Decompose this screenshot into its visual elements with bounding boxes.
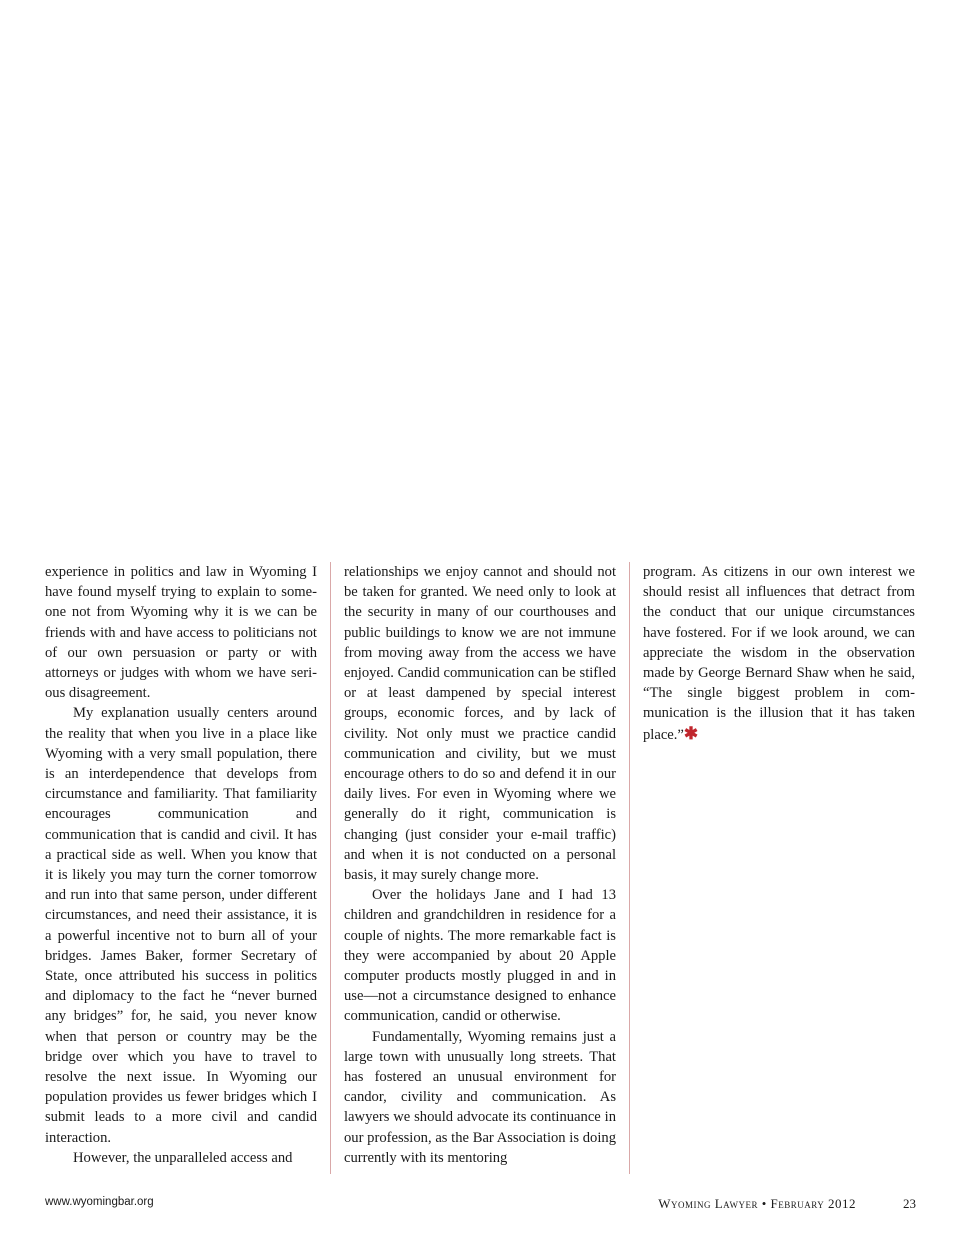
paragraph: However, the unparalleled access and bbox=[73, 1149, 293, 1166]
end-mark-icon: ✱ bbox=[683, 723, 699, 743]
paragraph bbox=[643, 562, 915, 745]
article-columns bbox=[45, 562, 918, 1174]
article-column-1 bbox=[45, 562, 317, 1168]
closing-paragraph-text: program. As citizens in our own interest we should resist all influences that detract from the conduct that our unique circumstances have fostered. For if we look around, we can appreciate the wisdom in the observation made by George Bernard Shaw when he said, “The single biggest problem in communication is the illusion that it has taken place.” bbox=[643, 564, 915, 743]
paragraph: Over the holidays Jane and I had 13 children and grandchildren in residence for a couple of nights. The more remarkable fact is they were accompanied by about 20 Apple computer products mostly plugged in and in use—not a circumstance designed to enhance communication, candid or otherwise. bbox=[344, 887, 616, 1025]
footer-masthead: Wyoming Lawyer • February 2012 bbox=[658, 1196, 856, 1211]
column-divider bbox=[629, 562, 630, 1174]
article-column-2 bbox=[344, 562, 616, 1168]
column-divider bbox=[330, 562, 331, 1174]
paragraph: My explanation usually centers around the reality that when you live in a place like Wyoming with a very small population, there is an interdependence that develops from circumstance and familiarity. That familiarity encourages communication and communication that is candid and civil. It has a practical side as well. When you know that it is likely you may turn the corner tomorrow and run into that same person, under different circumstances, and need their assistance, it is a powerful incentive not to burn all of your bridges. James Baker, former Secretary of State, once attributed his success in politics and diplomacy to the fact he “never burned any bridges” for, he said, you never know when that person or country may be the bridge over which you have to travel to resolve the next issue. In Wyoming our population provides us fewer bridges which I submit leads to a more civil and candid interaction. bbox=[45, 705, 317, 1146]
page-number: 23 bbox=[903, 1196, 916, 1211]
article-column-3 bbox=[643, 562, 915, 745]
paragraph: experience in politics and law in Wyoming I have found myself trying to explain to someone not from Wyoming why it is we can be friends with and have access to politicians not of our own persuasion or party or with attorneys or judges with whom we have serious disagreement. bbox=[45, 564, 317, 702]
footer-url[interactable]: www.wyomingbar.org bbox=[45, 1196, 154, 1208]
page-footer bbox=[45, 1196, 918, 1216]
paragraph: Fundamentally, Wyoming remains just a large town with unusually long streets. That has fostered an unusual environment for candor, civility and communication. As lawyers we should advocate its continuance in our profession, as the Bar Association is doing currently with its mentoring bbox=[344, 1028, 616, 1166]
paragraph: relationships we enjoy cannot and should not be taken for granted. We need only to look at the security in many of our courthouses and public buildings to know we are not immune from moving away from the access we have enjoyed. Candid communication can be stifled or at least dampened by special interest groups, economic forces, and by lack of civility. Not only must we practice candid communication and civility, but we must encourage others to do so and defend it in our daily lives. For even in Wyoming where we generally do it right, communication is changing (just consider your e-mail traffic) and when it is not conducted on a personal basis, it may surely change more. bbox=[344, 564, 616, 884]
